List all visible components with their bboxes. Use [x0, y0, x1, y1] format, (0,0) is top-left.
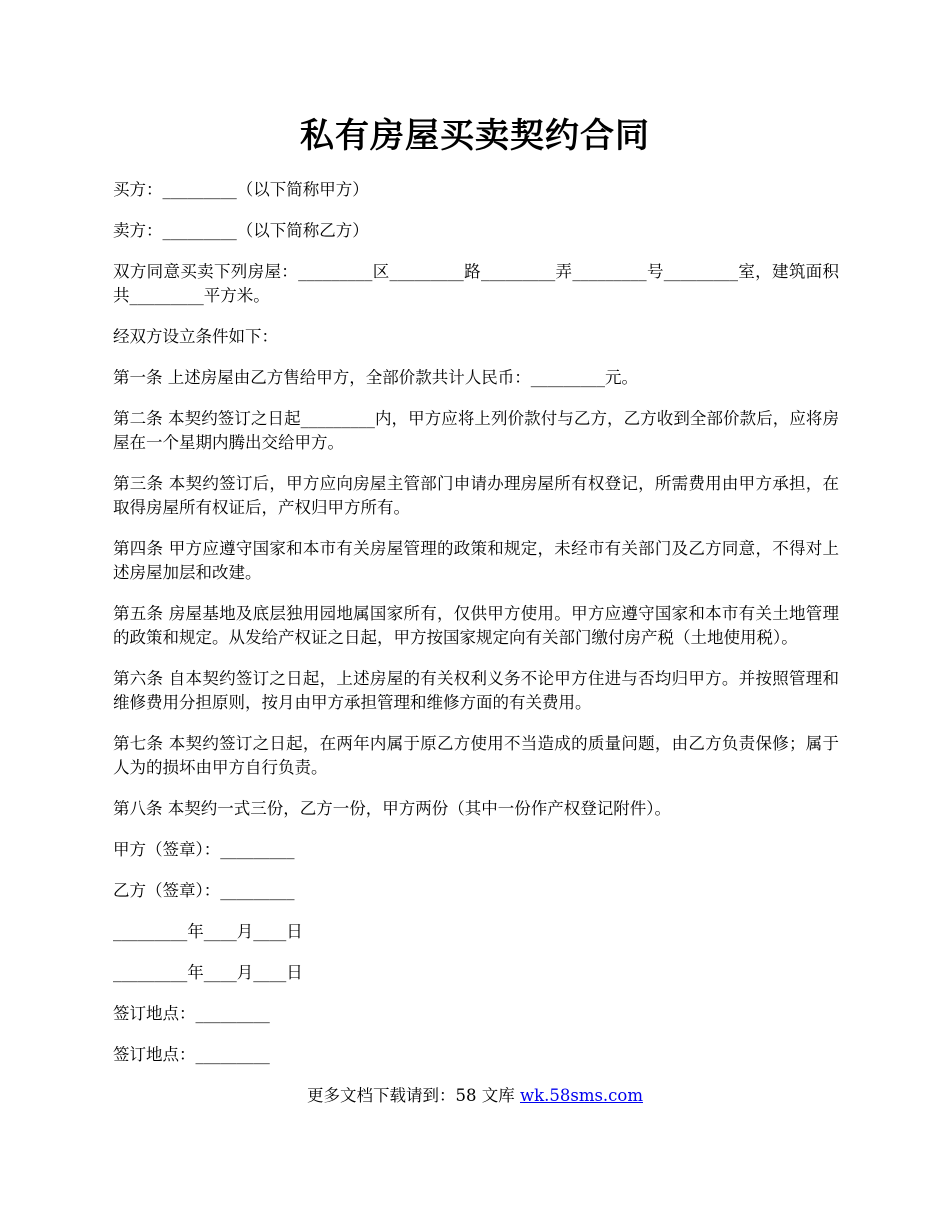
- article-7: 第七条 本契约签订之日起，在两年内属于原乙方使用不当造成的质量问题，由乙方负责保修；属于人为的损坏由甲方自行负责。: [113, 734, 839, 777]
- footer: [0, 1084, 950, 1108]
- article-2: 第二条 本契约签订之日起_________内，甲方应将上列价款付与乙方，乙方收到全部价款后，应将房屋在一个星期内腾出交给甲方。: [113, 409, 839, 452]
- party-b-signature: 乙方（签章）：_________: [113, 881, 295, 900]
- article-5: 第五条 房屋基地及底层独用园地属国家所有，仅供甲方使用。甲方应遵守国家和本市有关土地管理的政策和规定。从发给产权证之日起，甲方按国家规定向有关部门缴付房产税（土地使用税）。: [113, 604, 839, 647]
- article-1: 第一条 上述房屋由乙方售给甲方，全部价款共计人民币：_________元。: [113, 368, 638, 387]
- buyer-line: 买方：_________（以下简称甲方）: [113, 180, 369, 199]
- article-6: 第六条 自本契约签订之日起，上述房屋的有关权利义务不论甲方住进与否均归甲方。并按照管理和维修费用分担原则，按月由甲方承担管理和维修方面的有关费用。: [113, 669, 839, 712]
- date-line-2: _________年____月____日: [113, 963, 303, 982]
- document-body: [113, 178, 839, 1084]
- party-a-signature: 甲方（签章）：_________: [113, 840, 295, 859]
- article-4: 第四条 甲方应遵守国家和本市有关房屋管理的政策和规定，未经市有关部门及乙方同意，不得对上述房屋加层和改建。: [113, 539, 839, 582]
- date-line-1: _________年____月____日: [113, 922, 303, 941]
- property-description: 双方同意买卖下列房屋：_________区_________路_________弄_________号_________室，建筑面积共_________平方米。: [113, 262, 839, 305]
- seller-line: 卖方：_________（以下简称乙方）: [113, 221, 369, 240]
- signing-place-2: 签订地点：_________: [113, 1045, 270, 1064]
- conditions-intro: 经双方设立条件如下：: [113, 327, 278, 346]
- footer-prefix: 更多文档下载请到：58 文库: [306, 1086, 520, 1105]
- signing-place-1: 签订地点：_________: [113, 1004, 270, 1023]
- article-8: 第八条 本契约一式三份，乙方一份，甲方两份（其中一份作产权登记附件）。: [113, 799, 671, 818]
- footer-link[interactable]: wk.58sms.com: [519, 1086, 643, 1105]
- document-title: 私有房屋买卖契约合同: [300, 116, 650, 156]
- article-3: 第三条 本契约签订后，甲方应向房屋主管部门申请办理房屋所有权登记，所需费用由甲方承担，在取得房屋所有权证后，产权归甲方所有。: [113, 474, 839, 517]
